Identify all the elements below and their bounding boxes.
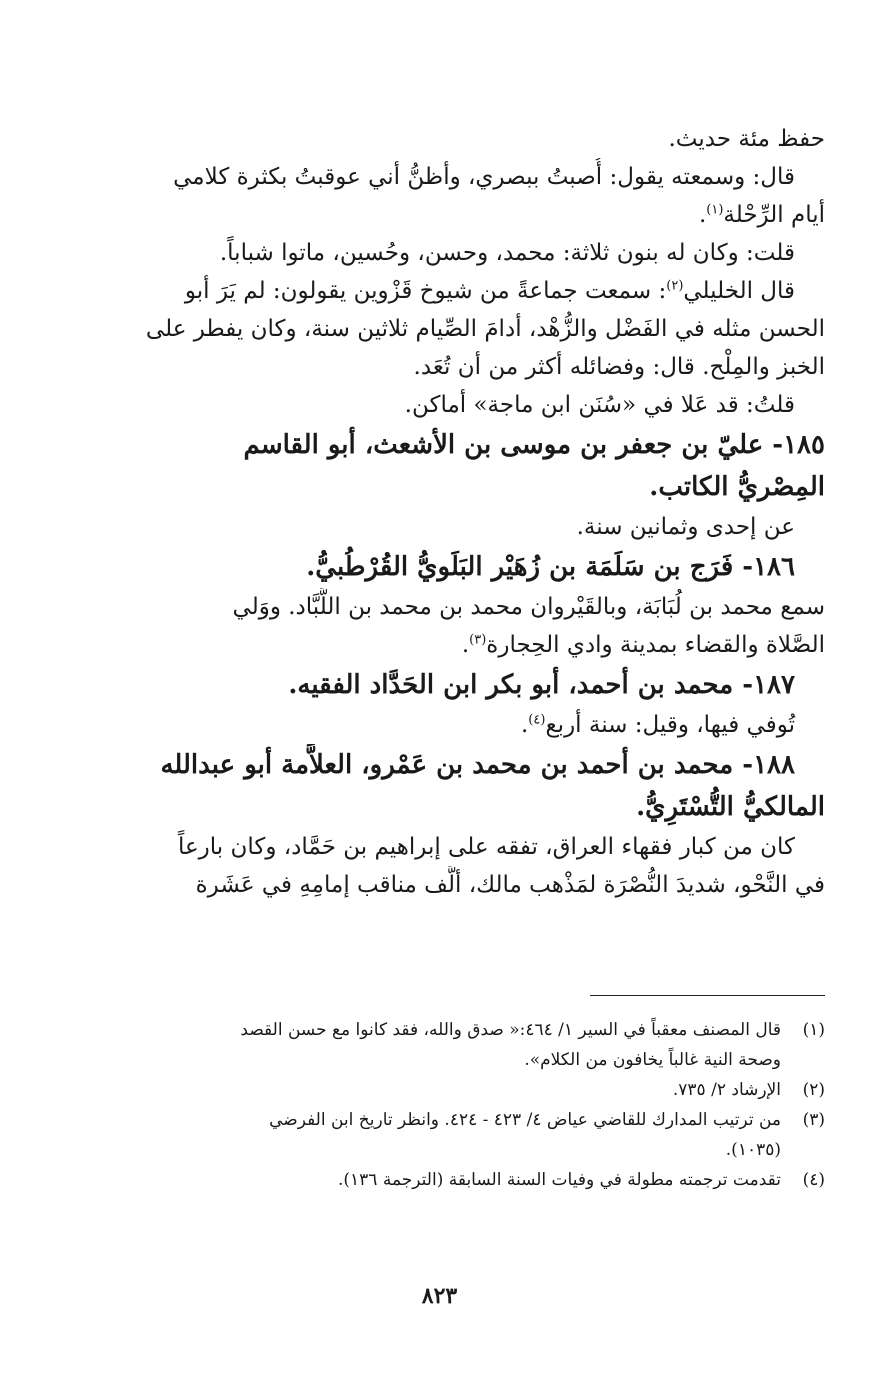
footnote-ref: (٢): [666, 278, 684, 294]
entry-heading-186: ١٨٦- فَرَج بن سَلَمَة بن زُهَيْر البَلَويُّ القُرْطُبيُّ.: [306, 552, 795, 582]
text-line: تُوفي فيها، وقيل: سنة أربع$^{(٤)}$.: [520, 712, 795, 738]
footnote-line: تقدمت ترجمته مطولة في وفيات السنة السابقة (الترجمة ١٣٦).: [337, 1170, 781, 1190]
entry-heading-187: ١٨٧- محمد بن أحمد، أبو بكر ابن الحَدَّاد الفقيه.: [288, 670, 795, 700]
footnote-ref: (٤): [528, 712, 546, 728]
text-line: الخبز والمِلْح. قال: وفضائله أكثر من أن تُعَد.: [413, 354, 825, 380]
text-line: الحسن مثله في الفَضْل والزُّهْد، أدامَ الصِّيام ثلاثين سنة، وكان يفطر على: [145, 316, 825, 342]
footnote-line: وصحة النية غالباً يخافون من الكلام».: [524, 1050, 781, 1070]
footnote-separator: [590, 995, 825, 996]
footnote-number: (٤): [802, 1170, 825, 1190]
entry-heading-185-cont: المِصْريُّ الكاتب.: [649, 472, 825, 502]
footnote: [100, 1075, 825, 1105]
text-line: كان من كبار فقهاء العراق، تفقه على إبراهيم بن حَمَّاد، وكان بارعاً: [177, 834, 795, 860]
footnote-line: الإرشاد ٢/ ٧٣٥.: [672, 1080, 781, 1100]
footnote-line: (١٠٣٥).: [725, 1140, 781, 1160]
entry-heading-188: ١٨٨- محمد بن أحمد بن محمد بن عَمْرو، العلاَّمة أبو عبدالله: [160, 750, 795, 780]
footnote: [100, 1165, 825, 1195]
text-line: سمع محمد بن لُبَابَة، وبالقَيْروان محمد بن محمد بن اللَّبَّاد. ووَلي: [232, 594, 825, 620]
entry-heading-185: ١٨٥- عليّ بن جعفر بن موسى بن الأشعث، أبو القاسم: [243, 430, 825, 460]
main-text: [100, 120, 825, 904]
text-line: أيام الرِّحْلة$^{(١)}$.: [698, 202, 825, 228]
text-line: عن إحدى وثمانين سنة.: [576, 514, 795, 540]
text-line: قلت: وكان له بنون ثلاثة: محمد، وحسن، وحُسين، ماتوا شباباً.: [219, 240, 795, 266]
footnotes: [100, 1015, 825, 1195]
footnote: [100, 1015, 825, 1075]
footnote-number: (١): [802, 1020, 825, 1040]
entry-heading-188-cont: المالكيُّ التُّسْتَرِيُّ.: [636, 792, 825, 822]
text-line: قال الخليلي$^{(٢)}$: سمعت جماعةً من شيوخ قَزْوين يقولون: لم يَرَ أبو: [184, 278, 795, 304]
footnote-line: قال المصنف معقباً في السير ١/ ٤٦٤:« صدق والله، فقد كانوا مع حسن القصد: [240, 1020, 781, 1040]
page-number: ٨٢٣: [421, 1283, 458, 1309]
footnote: [100, 1105, 825, 1165]
text-line: قال: وسمعته يقول: أُصبتُ ببصري، وأظنُّ أني عوقبتُ بكثرة كلامي: [173, 164, 795, 190]
text-line: قلتُ: قد عَلا في «سُنَن ابن ماجة» أماكن.: [404, 392, 795, 418]
text-line: حفظ مئة حديث.: [668, 126, 825, 152]
text-line: في النَّحْو، شديدَ النُّصْرَة لمَذْهب مالك، ألَّف مناقب إمامِهِ في عَشَرة: [195, 872, 825, 898]
footnote-number: (٢): [802, 1080, 825, 1100]
footnote-ref: (١): [706, 202, 724, 218]
text-line: الصَّلاة والقضاء بمدينة وادي الحِجارة$^{(٣)}$.: [461, 632, 825, 658]
footnote-line: من ترتيب المدارك للقاضي عياض ٤/ ٤٢٣ - ٤٢٤. وانظر تاريخ ابن الفرضي: [269, 1110, 781, 1130]
footnote-number: (٣): [802, 1110, 825, 1130]
footnote-ref: (٣): [469, 632, 487, 648]
